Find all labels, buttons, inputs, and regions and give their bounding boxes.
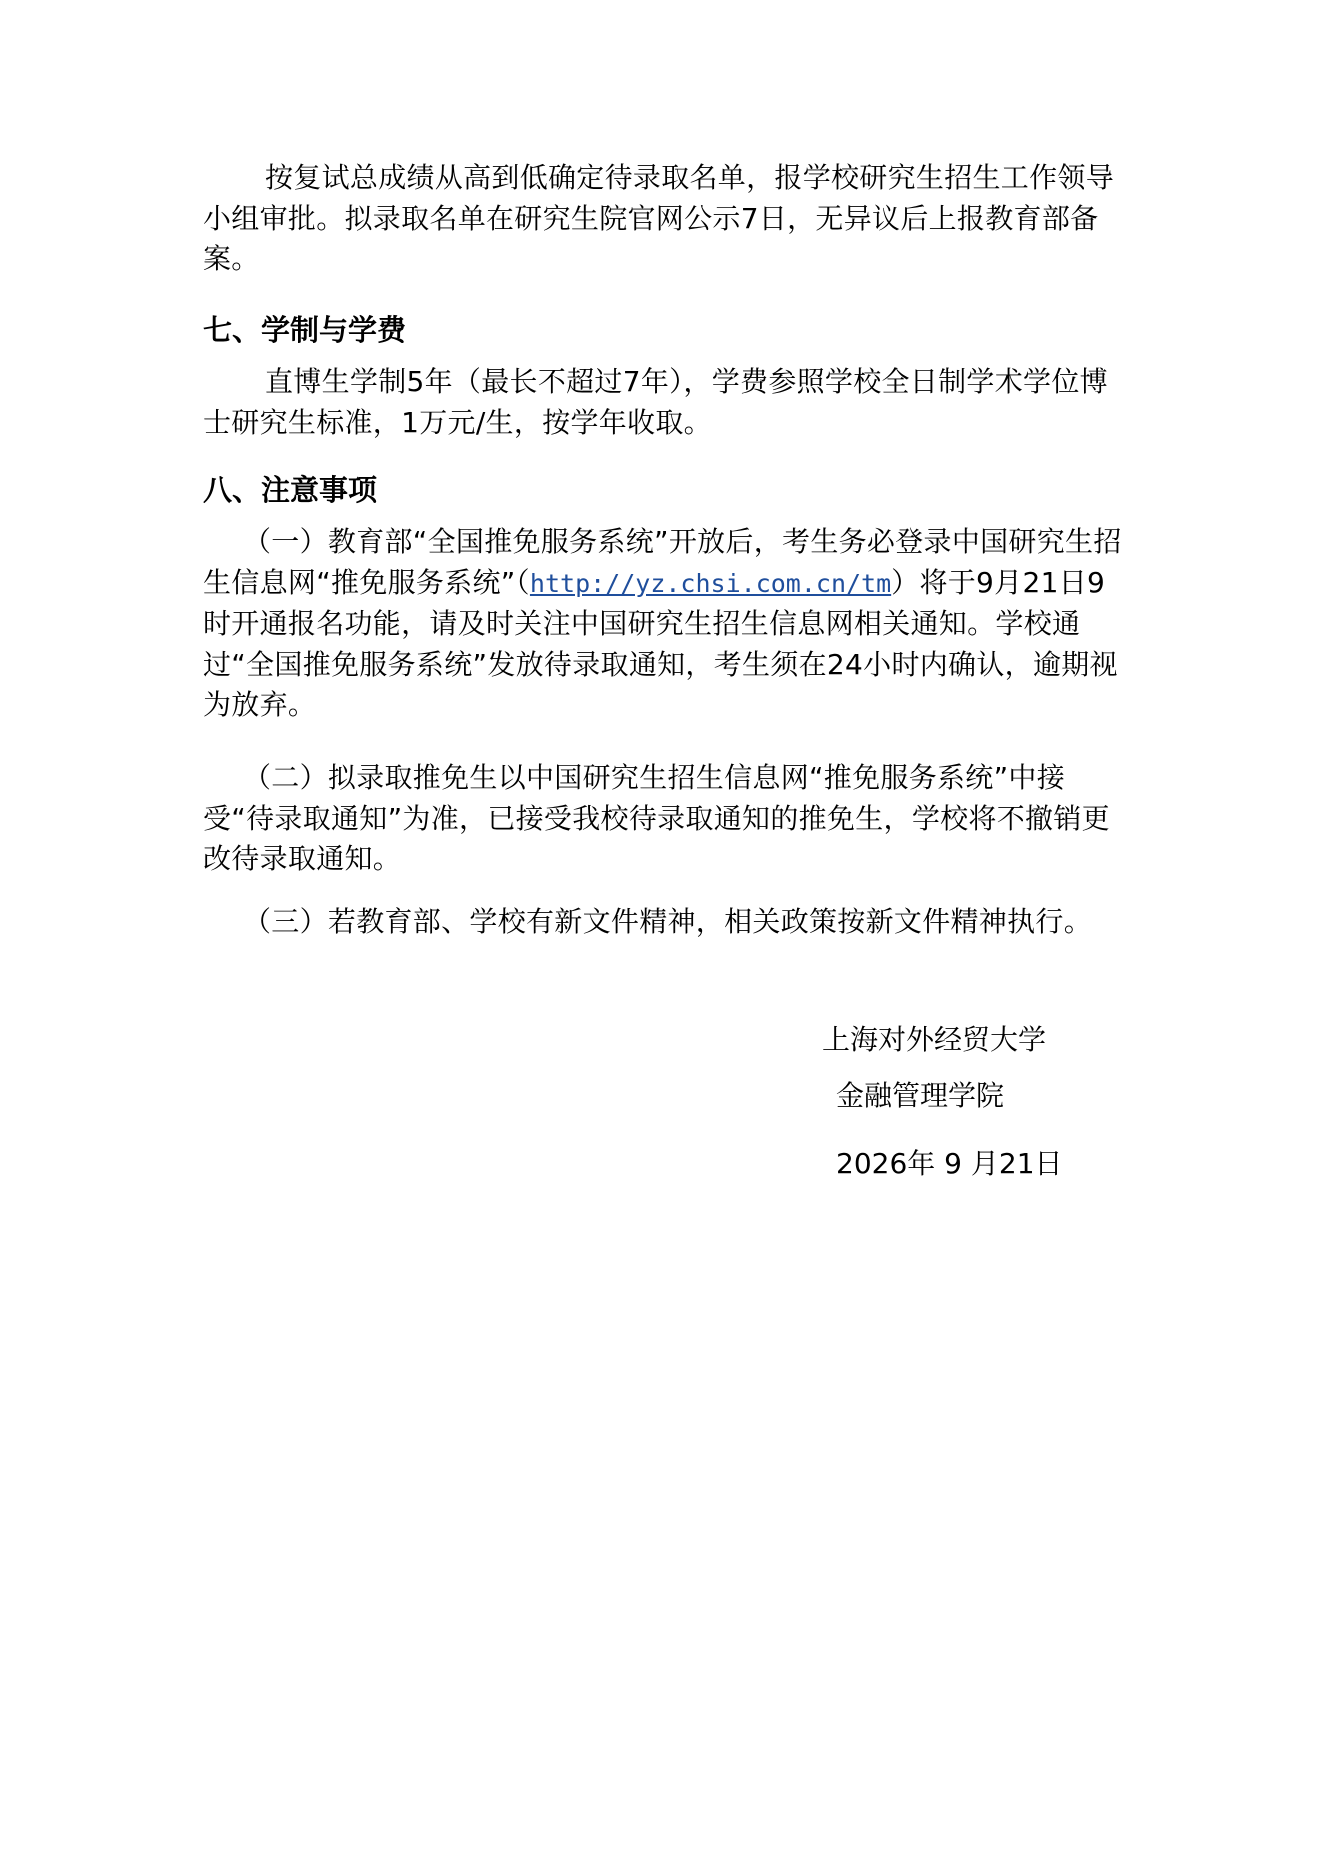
notice-item-2: （二）拟录取推免生以中国研究生招生信息网“推免服务系统”中接受“待录取通知”为准，已接受我校待录取通知的推免生，学校将不撤销更改待录取通知。 xyxy=(203,761,1110,875)
signature-school: 金融管理学院 xyxy=(836,1079,1005,1112)
section-7-heading: 七、学制与学费 xyxy=(203,313,407,347)
notice-item-3: （三）若教育部、学校有新文件精神，相关政策按新文件精神执行。 xyxy=(243,905,1093,938)
tm-system-link[interactable]: http://yz.chsi.com.cn/tm xyxy=(529,568,892,598)
notice-item-1-text-start: （一）教育部“全国推免服务系统”开放后，考生务必登录中国研究生招生信息网“推免服务系统”（ xyxy=(203,525,1122,599)
section-8-heading: 八、注意事项 xyxy=(203,473,378,507)
notice-item-1-text-end: ）将于9月21日9时开通报名功能，请及时关注中国研究生招生信息网相关通知。学校通过“全国推免服务系统”发放待录取通知，考生须在24小时内确认，逾期视为放弃。 xyxy=(203,565,1118,721)
signature-university: 上海对外经贸大学 xyxy=(822,1023,1047,1056)
signature-date: 2026年 9 月21日 xyxy=(836,1147,1063,1180)
admission-paragraph: 按复试总成绩从高到低确定待录取名单，报学校研究生招生工作领导小组审批。拟录取名单在研究生院官网公示7日，无异议后上报教育部备案。 xyxy=(203,161,1115,275)
section-7-body: 直博生学制5年（最长不超过7年），学费参照学校全日制学术学位博士研究生标准，1万元/生，按学年收取。 xyxy=(203,365,1108,439)
notice-item-1 xyxy=(203,522,1128,726)
